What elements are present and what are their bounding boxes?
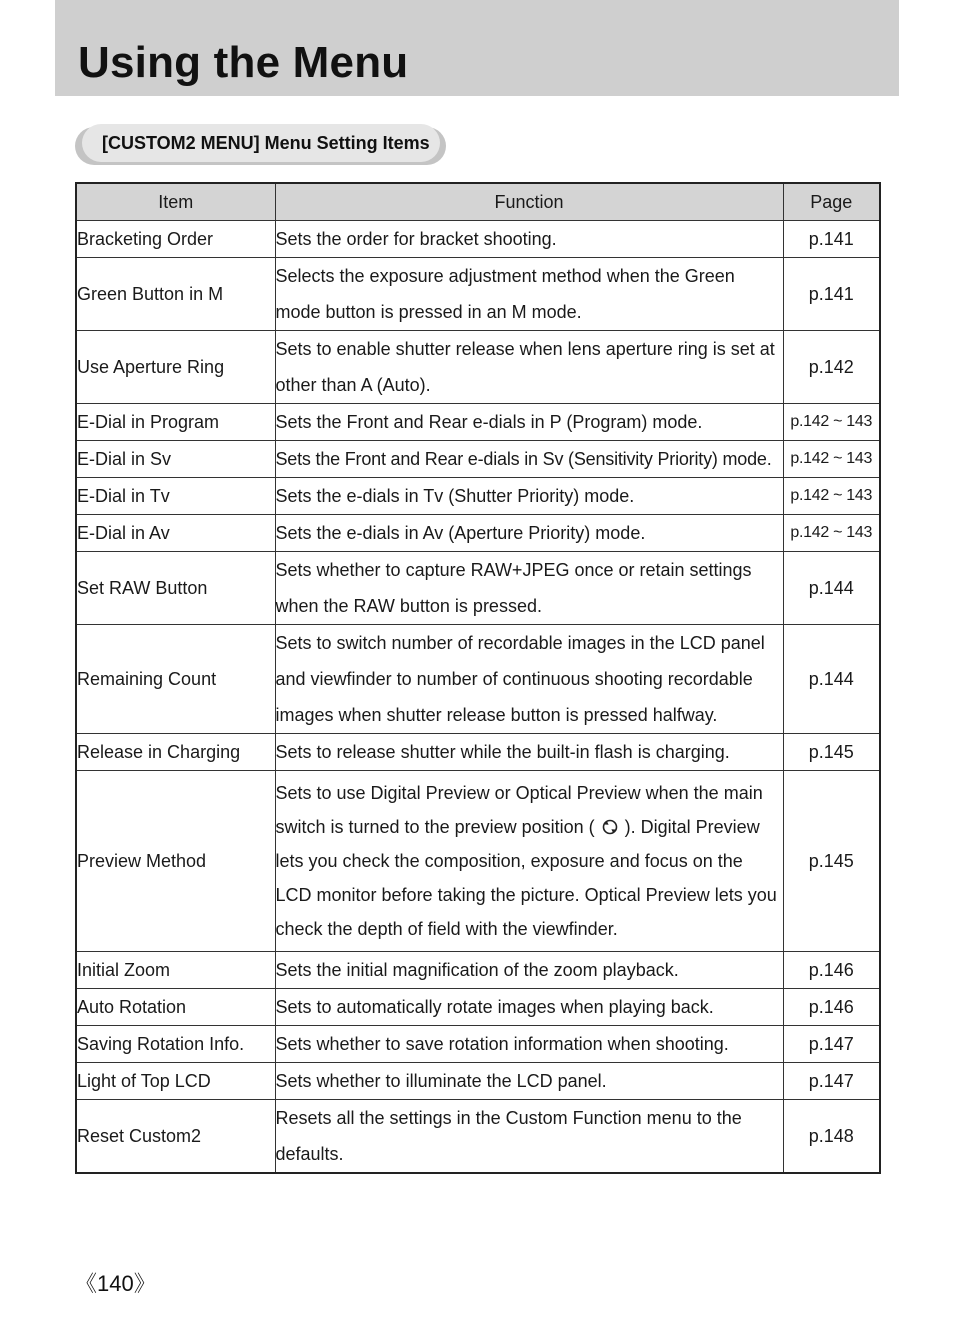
page-cell: p.144 [783, 625, 880, 734]
page-cell: p.141 [783, 258, 880, 331]
section-label: [CUSTOM2 MENU] Menu Setting Items [82, 124, 440, 162]
item-cell: Auto Rotation [76, 989, 275, 1026]
table-row [76, 1100, 880, 1174]
item-cell: Remaining Count [76, 625, 275, 734]
function-cell: Resets all the settings in the Custom Function menu to the defaults. [275, 1100, 783, 1174]
table-row [76, 515, 880, 552]
column-header-function: Function [275, 183, 783, 221]
item-cell: Reset Custom2 [76, 1100, 275, 1174]
function-cell: Sets the initial magnification of the zoom playback. [275, 952, 783, 989]
table-row [76, 625, 880, 734]
function-cell [275, 771, 783, 952]
table-row [76, 404, 880, 441]
table-header-row [76, 183, 880, 221]
item-cell: Bracketing Order [76, 221, 275, 258]
table-row [76, 1026, 880, 1063]
item-cell: Light of Top LCD [76, 1063, 275, 1100]
page-cell: p.141 [783, 221, 880, 258]
item-cell: E-Dial in Sv [76, 441, 275, 478]
table-row [76, 258, 880, 331]
function-cell: Sets the order for bracket shooting. [275, 221, 783, 258]
item-cell: Preview Method [76, 771, 275, 952]
function-cell: Sets whether to save rotation information when shooting. [275, 1026, 783, 1063]
page-cell: p.146 [783, 989, 880, 1026]
function-cell: Sets to enable shutter release when lens aperture ring is set at other than A (Auto). [275, 331, 783, 404]
page-cell: p.144 [783, 552, 880, 625]
page-cell: p.146 [783, 952, 880, 989]
function-cell: Sets to switch number of recordable images in the LCD panel and viewfinder to number of continuous shooting recordable images when shutter release button is pressed halfway. [275, 625, 783, 734]
page-cell: p.147 [783, 1063, 880, 1100]
function-cell: Sets the e-dials in Av (Aperture Priority) mode. [275, 515, 783, 552]
table-row [76, 221, 880, 258]
table-row [76, 989, 880, 1026]
page-cell: p.147 [783, 1026, 880, 1063]
item-cell: E-Dial in Av [76, 515, 275, 552]
function-cell: Sets the Front and Rear e-dials in Sv (Sensitivity Priority) mode. [275, 441, 783, 478]
page-cell: p.142 ~ 143 [783, 478, 880, 515]
table-row [76, 1063, 880, 1100]
table-row [76, 552, 880, 625]
function-text-before-icon: Sets to use Digital Preview or Optical Preview when the main switch is turned to the preview position ( [275, 783, 763, 837]
function-cell: Sets the Front and Rear e-dials in P (Program) mode. [275, 404, 783, 441]
item-cell: Initial Zoom [76, 952, 275, 989]
item-cell: E-Dial in Program [76, 404, 275, 441]
preview-position-icon [601, 813, 619, 831]
page-cell: p.142 ~ 143 [783, 515, 880, 552]
page-cell: p.145 [783, 734, 880, 771]
table-row [76, 771, 880, 952]
column-header-item: Item [76, 183, 275, 221]
page-title: Using the Menu [78, 38, 409, 87]
function-text-after-icon: ). Digital Preview lets you check the composition, exposure and focus on the LCD monitor before taking the picture. Optical Preview lets you check the depth of field with the viewfinder. [275, 817, 777, 939]
item-cell: Set RAW Button [76, 552, 275, 625]
item-cell: Use Aperture Ring [76, 331, 275, 404]
function-cell: Sets to automatically rotate images when playing back. [275, 989, 783, 1026]
item-cell: Saving Rotation Info. [76, 1026, 275, 1063]
function-cell: Sets whether to illuminate the LCD panel. [275, 1063, 783, 1100]
page-cell: p.145 [783, 771, 880, 952]
page-cell: p.142 ~ 143 [783, 404, 880, 441]
menu-settings-table [75, 182, 881, 1174]
column-header-page: Page [783, 183, 880, 221]
table-row [76, 952, 880, 989]
page-cell: p.142 ~ 143 [783, 441, 880, 478]
item-cell: Release in Charging [76, 734, 275, 771]
page-cell: p.142 [783, 331, 880, 404]
function-cell: Selects the exposure adjustment method when the Green mode button is pressed in an M mode. [275, 258, 783, 331]
table-row [76, 478, 880, 515]
page-cell: p.148 [783, 1100, 880, 1174]
item-cell: E-Dial in Tv [76, 478, 275, 515]
table-row [76, 441, 880, 478]
item-cell: Green Button in M [76, 258, 275, 331]
function-cell: Sets to release shutter while the built-in flash is charging. [275, 734, 783, 771]
table-row [76, 734, 880, 771]
function-cell: Sets whether to capture RAW+JPEG once or retain settings when the RAW button is pressed. [275, 552, 783, 625]
function-cell: Sets the e-dials in Tv (Shutter Priority) mode. [275, 478, 783, 515]
table-row [76, 331, 880, 404]
page-number: 《140》 [75, 1271, 156, 1296]
